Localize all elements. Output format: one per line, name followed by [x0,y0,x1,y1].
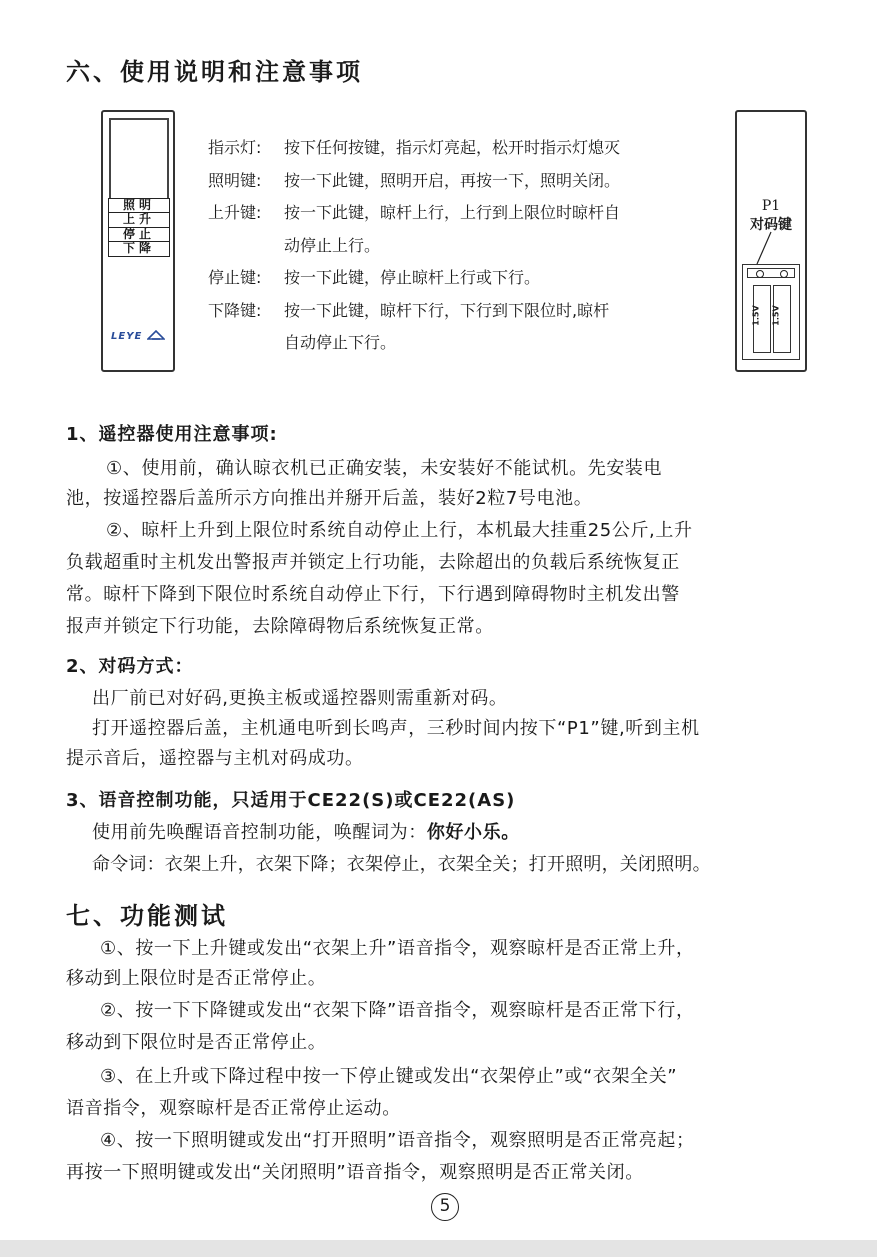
battery-cell-2: 1.5V [773,285,791,353]
battery-cell-1: 1.5V [753,285,771,353]
pair-button-area [747,268,795,278]
section-7-title: 七、功能测试 [66,902,228,930]
remote-back-illustration [735,110,807,372]
battery-compartment [742,264,800,360]
p2-button [780,270,788,278]
test-1-line-2: 移动到上限位时是否正常停止。 [66,968,327,989]
brand-logo [111,330,165,342]
remote-key-stop: 停止 [108,227,170,243]
desc-down-key: 下降键: 按一下此键，晾杆下行，下行到下限位时,晾杆 [208,300,610,320]
pair-key-label: 对码键 [750,217,792,233]
remote-key-down: 下降 [108,241,170,257]
remote-key-up: 上升 [108,212,170,228]
remote-front-illustration [101,110,175,372]
note-2-line-4: 报声并锁定下行功能，去除障碍物后系统恢复正常。 [66,616,494,637]
test-3-line-1: ③、在上升或下降过程中按一下停止键或发出“衣架停止”或“衣架全关” [100,1066,678,1087]
page-number: 5 [431,1193,459,1221]
pairing-line-2: 打开遥控器后盖，主机通电听到长鸣声，三秒时间内按下“P1”键,听到主机 [92,718,700,739]
p1-label: P1 [761,198,781,214]
note-2-line-1: ②、晾杆上升到上限位时系统自动停止上行，本机最大挂重25公斤,上升 [106,520,693,541]
heading-voice-control: 3、语音控制功能，只适用于CE22(S)或CE22(AS) [66,790,516,811]
note-2-line-3: 常。晾杆下降到下限位时系统自动停止下行，下行遇到障碍物时主机发出警 [66,584,680,605]
wake-word: 你好小乐。 [426,822,520,843]
test-1-line-1: ①、按一下上升键或发出“衣架上升”语音指令，观察晾杆是否正常上升， [100,938,695,959]
desc-indicator: 指示灯: 按下任何按键，指示灯亮起，松开时指示灯熄灭 [208,138,621,157]
note-1-line-1: ①、使用前，确认晾衣机已正确安装，未安装好不能试机。先安装电 [106,458,663,479]
remote-key-light: 照明 [108,198,170,214]
test-3-line-2: 语音指令，观察晾杆是否正常停止运动。 [66,1098,401,1119]
footer-bar [0,1240,877,1257]
test-2-line-1: ②、按一下下降键或发出“衣架下降”语音指令，观察晾杆是否正常下行， [100,1000,695,1021]
section-6-title: 六、使用说明和注意事项 [66,58,363,86]
desc-stop-key: 停止键: 按一下此键，停止晾杆上行或下行。 [208,268,541,287]
note-2-line-2: 负载超重时主机发出警报声并锁定上行功能，去除超出的负载后系统恢复正 [66,552,680,573]
indicator-panel [109,118,169,203]
pairing-line-3: 提示音后，遥控器与主机对码成功。 [66,748,364,769]
brand-logo-icon [147,330,165,340]
heading-pairing: 2、对码方式： [66,656,194,677]
pairing-line-1: 出厂前已对好码,更换主板或遥控器则需重新对码。 [92,688,508,709]
key-descriptions [208,132,620,360]
p1-button [756,270,764,278]
desc-light-key: 照明键: 按一下此键，照明开启，再按一下，照明关闭。 [208,170,621,190]
voice-commands-line: 命令词：衣架上升，衣架下降；衣架停止，衣架全关；打开照明，关闭照明。 [92,854,711,875]
heading-remote-notes: 1、遥控器使用注意事项: [66,424,278,445]
desc-up-key: 上升键: 按一下此键，晾杆上行，上行到上限位时晾杆自 [208,203,621,222]
remote-keys [108,199,170,257]
test-4-line-1: ④、按一下照明键或发出“打开照明”语音指令，观察照明是否正常亮起； [100,1130,695,1151]
test-2-line-2: 移动到下限位时是否正常停止。 [66,1032,327,1053]
voice-wake-line: 使用前先唤醒语音控制功能，唤醒词为：你好小乐。 [92,822,520,843]
brand-logo-text: LEYE [111,331,143,342]
test-4-line-2: 再按一下照明键或发出“关闭照明”语音指令，观察照明是否正常关闭。 [66,1162,644,1183]
desc-up-key-cont: 动停止上行。 [284,235,381,255]
desc-down-key-cont: 自动停止下行。 [284,333,397,352]
note-1-line-2: 池，按遥控器后盖所示方向推出并掰开后盖，装好2粒7号电池。 [66,488,593,509]
